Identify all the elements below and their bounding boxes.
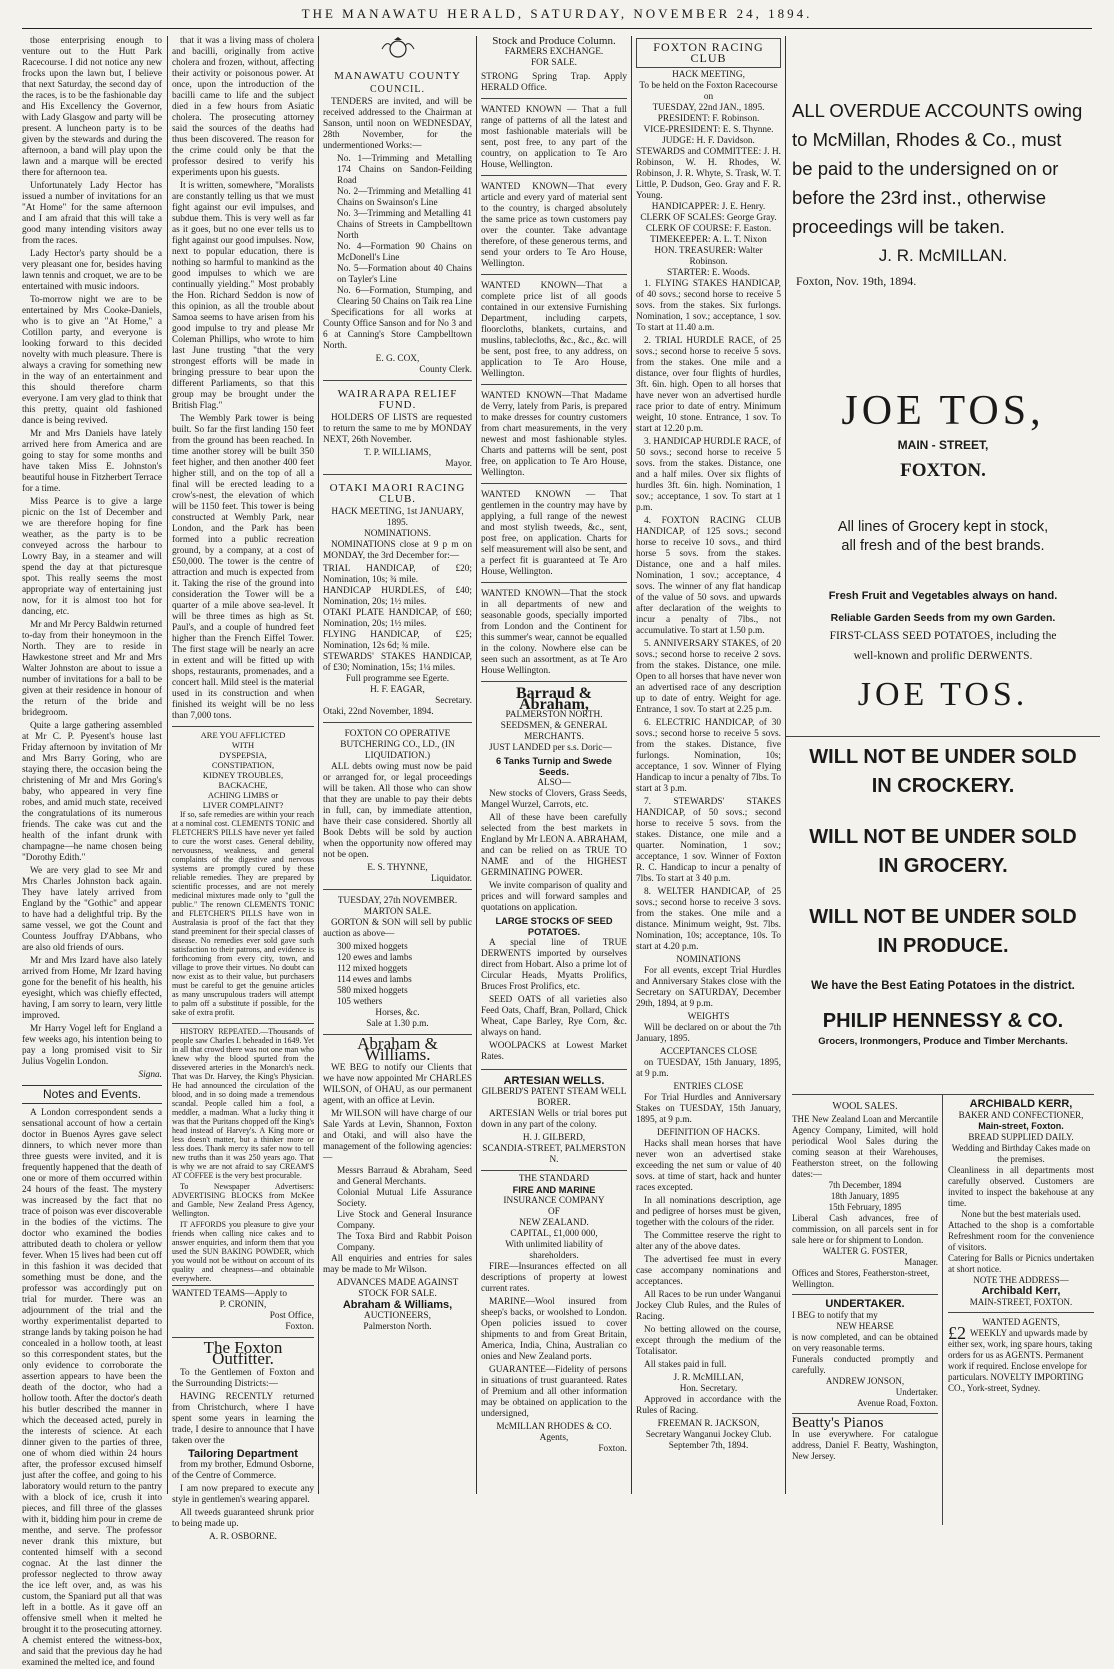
def-head: DEFINITION OF HACKS.: [656, 1128, 761, 1138]
marton-lot: 112 mixed hoggets: [337, 964, 408, 974]
racing-race: 1. FLYING STAKES HANDICAP, of 40 sovs.; second horse to receive 5 sovs. from the stakes. Six furlongs. Nomination, 1 sov.; acceptance, 1 sov. To start at 11.40 a.m.: [636, 279, 781, 333]
undertaker-title: UNDERTAKER.: [825, 1298, 905, 1310]
overdue-line: to McMillan, Rhodes & Co., must: [792, 129, 1062, 150]
coop-ad: [323, 726, 472, 890]
insurance-role: Agents,: [539, 1433, 569, 1443]
teams-name: P. CRONIN,: [219, 1300, 267, 1310]
agents-ad: [948, 1323, 1094, 1394]
potatoes-line: FIRST-CLASS SEED POTATOES, including the: [829, 630, 1057, 642]
crest-icon: [323, 36, 472, 66]
overdue-line: proceedings will be taken.: [792, 216, 1005, 237]
undertaker-hearse: NEW HEARSE: [836, 1321, 894, 1331]
notes-heading: Notes and Events.: [22, 1085, 162, 1104]
wanted-ad: WANTED KNOWN—That a complete price list of all goods contained in our extensive Furnishing Department, including carpets, floorcloths, blankets, curtains, and muslins, tablecloths, &c., &c., &c. will be sent, post free, to any address, on application to Te Aro House, Wellington.: [481, 278, 627, 385]
racing-officer: STEWARDS and COMMITTEE: J. H. Robinson, W. H. Rhodes, W. Robinson, J. R. Whyte, S. Trask, W. T. Little, P. Dudson, Geo. Gray and F. R. Young.: [636, 147, 781, 201]
divider: [786, 736, 1100, 737]
beatty-title: Beatty's Pianos: [792, 1415, 884, 1431]
wairarapa-title: WAIRARAPA RELIEF FUND.: [337, 388, 458, 411]
marton-lot: 105 wethers: [337, 997, 383, 1007]
otaki-prog: Full programme see Egerte.: [345, 674, 450, 684]
kerr-name: Archibald Kerr,: [981, 1285, 1061, 1297]
article-paragraph: The Wembly Park tower is being built. So far the first landing 150 feet from the ground has been reached. In time another storey will be built 350 feet higher, and then another 400 feet higher still, and on the top of all a final will be erected leading to a crow's-nest, the elevation of which will be 1150 feet. This tower is being constructed at Wembly Park, near London, and the Park has been formed into a public recreation ground, by a company, at a cost of £50,000. The tower is the centre of attraction and much is expected from it. Taking the rise of the ground into consideration the Tower will be a quarter of a mile above sea-level. It will be three times as high as St. Paul's, and a couple of hundred feet higher than the French Eiffel Tower. The first stage will be nearly an acre in extent and will be fitted up with shops, restaurants, promenades, and a concert hall. Mild steel is the material used in its construction and when finished its weight will be no less than 7,000 tons.: [172, 414, 314, 721]
coop-role: Liquidator.: [430, 874, 472, 884]
agents-body: WEEKLY and upwards made by either sex, work, ing spare hours, taking orders for us as AGENTS. Permanent work if required. Enclose envelope for particulars. NOVELTY IMPORTING CO., York-street, Sydney.: [948, 1328, 1093, 1393]
council-item: No. 1—Trimming and Metalling 174 Chains on Sandon-Feilding Road: [337, 154, 472, 186]
insurance-title: FIRE AND MARINE: [512, 1185, 596, 1195]
wairarapa-sig: T. P. WILLIAMS,: [363, 448, 432, 458]
wool-title: WOOL SALES.: [832, 1101, 898, 1112]
approved-date: September 7th, 1894.: [668, 1441, 749, 1451]
racing-officer: VICE-PRESIDENT: E. S. Thynne.: [643, 125, 774, 135]
wool-sig: WALTER G. FOSTER,: [822, 1246, 908, 1256]
outfitter-sig: A. R. OSBORNE.: [209, 1532, 277, 1542]
column-racing-club: [636, 36, 781, 1494]
council-item: No. 6—Formation, Stumping, and Clearing 50 Chains on Taik rea Line: [337, 286, 472, 307]
social-paragraph: Miss Pearce is to give a large picnic on the 1st of December and we are therefore hoping for fine weather, as the party is to be conveyed across the harbour to Lowry Bay, in a steamer and will spend the day at that picturesque spot. This really seems the most appropriate way of entertaining just now, for it is almost too hot for dancing, etc.: [22, 497, 162, 617]
outfitter-text: I am now prepared to execute any style in gentlemen's wearing apparel.: [172, 1484, 314, 1505]
kerr-note: NOTE THE ADDRESS—: [973, 1275, 1069, 1285]
column-social-notes: [22, 36, 162, 1668]
stock-heading: Stock and Produce Column.: [492, 35, 616, 47]
derwents-line: well-known and prolific DERWENTS.: [853, 650, 1033, 662]
ailment: DYSPEPSIA,: [219, 750, 267, 760]
wanted-ad: WANTED KNOWN — That gentlemen in the country may have by applying, a full range of the newest and most stylish tweeds, &c., sent, post free, on application. Charts for self measurement will also be sent, and a perfect fit is guaranteed at Te Aro House, Wellington.: [481, 487, 627, 583]
marton-lot: Horses, &c.: [375, 1008, 420, 1018]
abraham-body: Mr WILSON will have charge of our Sale Yards at Levin, Shannon, Foxton and Otaki, and will also have the management of the following agencies:—: [323, 1109, 472, 1163]
otaki-race: HANDICAP HURDLES, of £40; Nomination, 20s; 1½ miles.: [323, 586, 472, 607]
insurance-of: OF: [548, 1207, 560, 1217]
masthead: THE MANAWATU HERALD, SATURDAY, NOVEMBER 24, 1894.: [301, 6, 813, 21]
joe-title: JOE TOS,: [841, 388, 1045, 434]
barraud-body: All of these have been carefully selected from the best markets in England by Mr LEON A. ABRAHAM, and can be relied on as TRUE TO NAME and of the HIGHEST GERMINATING POWER.: [481, 813, 627, 878]
entries-text: For Trial Hurdles and Anniversary Stakes on TUESDAY, 15th January, 1895, at 9 p.m.: [636, 1093, 781, 1125]
council-item: No. 2—Trimming and Metalling 41 Chains on Swainson's Line: [337, 187, 472, 208]
approved-role: Secretary Wanganui Jockey Club.: [645, 1430, 772, 1440]
afflicted-ad: [172, 726, 314, 1024]
abraham-auct: AUCTIONEERS,: [364, 1311, 431, 1321]
column-divider: [785, 36, 786, 1494]
column-divider: [631, 36, 632, 1494]
afflicted-with: WITH: [231, 740, 255, 750]
racing-race: 3. HANDICAP HURDLE RACE, of 50 sovs.; second horse to receive 5 sovs. from the stakes. Distance, one and a half miles. Over six flights of hurdles 3ft. 6in. high. Nomination, 1 sov.; acceptance, 1 sov. To start at 1 p.m.: [636, 437, 781, 513]
undertaker-body: I BEG to notify that my: [792, 1310, 878, 1320]
column-articles: [172, 36, 314, 1542]
otaki-race: STEWARDS' STAKES HANDICAP, of £30; Nomination, 15s; 1¼ miles.: [323, 652, 472, 673]
racing-date: TUESDAY, 22nd JAN., 1895.: [652, 103, 765, 113]
racing-race: 2. TRIAL HURDLE RACE, of 25 sovs.; second horse to receive 5 sovs. from the stakes. One mile and a distance, over four flights of hurdles, 3ft. 6in. high. Open to all horses that have never won an advertised hurdle race prior to date of entry. Minimum weight, 10 stone. Entrance, 1 sov. To start at 12.20 p.m.: [636, 336, 781, 434]
artesian-sub: GILBERD'S PATENT STEAM WELL BORER.: [481, 1087, 627, 1108]
racing-rule: The Committee reserve the right to alter any of the above dates.: [636, 1231, 781, 1252]
council-body: TENDERS are invited, and will be received addressed to the Chairman at Sanson, until noon on WEDNESDAY, 28th November, for the undermentioned Works:—: [323, 97, 472, 151]
racing-officer: CLERK OF COURSE: F. Easton.: [645, 224, 772, 234]
best-potatoes: We have the Best Eating Potatoes in the district.: [811, 980, 1075, 992]
racing-race: 7. STEWARDS' STAKES HANDICAP, of 50 sovs.; second horse to receive 5 sovs. from the stakes. Distance, one mile and a quarter. Nomination, 1 sov.; acceptance, 1 sov. Winner of Foxton R. C. Handicap to incur a penalty of 7lbs. To start at 3 40 p.m.: [636, 797, 781, 884]
abraham-enq: All enquiries and entries for sales may be made to Mr Wilson.: [323, 1254, 472, 1275]
seeds-line: Reliable Garden Seeds from my own Garden.: [830, 612, 1056, 624]
racing-venue: To be held on the Foxton Racecourse on: [639, 81, 778, 102]
column-divider: [476, 36, 477, 1494]
council-sig: E. G. COX,: [375, 354, 420, 364]
barraud-body: SEED OATS of all varieties also Feed Oats, Chaff, Bran, Pollard, Chick Wheat, Cape Barley, Rye Corn, &c. always on hand.: [481, 995, 627, 1038]
barraud-potatoes: LARGE STOCKS OF SEED POTATOES.: [495, 916, 613, 937]
marton-lot: 300 mixed hoggets: [337, 942, 408, 952]
grocery-line: All lines of Grocery kept in stock,: [837, 519, 1049, 535]
undersold-line: WILL NOT BE UNDER SOLD: [809, 826, 1077, 848]
ad-divider: [942, 1095, 943, 1525]
insurance-pre: THE STANDARD: [518, 1174, 590, 1184]
ailment: CONSTIPATION,: [211, 760, 275, 770]
council-title: MANAWATU COUNTY: [334, 70, 461, 82]
accept-head: ACCEPTANCES CLOSE: [659, 1047, 758, 1057]
racing-race: 8. WELTER HANDICAP, of 25 sovs.; second horse to receive 3 sovs. from the stakes. One mile and a distance. Minimum weight, 9st. 7lbs. Nomination, 10s; acceptance, 10s. To start at 4.20 p.m.: [636, 887, 781, 952]
social-paragraph: Lady Hector's party should be a very pleasant one for, besides having lawn tennis and croquet, we are to be entertained with music indoors.: [22, 249, 162, 292]
racing-sig: J. R. McMILLAN,: [673, 1373, 744, 1383]
insurance-text: FIRE—Insurances effected on all descriptions of property at lowest current rates.: [481, 1262, 627, 1294]
hennessy-title: PHILIP HENNESSY & CO.: [822, 1010, 1064, 1032]
teams-ad: [172, 1285, 314, 1338]
racing-officer: HON. TREASURER: Walter Robinson.: [654, 246, 763, 267]
council-ad: [323, 66, 472, 381]
otaki-role: Secretary.: [435, 696, 472, 706]
abraham-firm: Abraham & Williams,: [342, 1299, 453, 1311]
outfitter-text: All tweeds guaranteed shrunk prior to being made up.: [172, 1508, 314, 1529]
racing-rule: In all nominations description, age and pedigree of horses must be given, together with the colours of the rider.: [636, 1196, 781, 1228]
nominations-head: NOMINATIONS: [676, 955, 741, 965]
social-paragraph: Mr and Mr Percy Baldwin returned to-day from their honeymoon in the North. They are to reside in Hawkestone street and Mr and Mrs Walter Johnston are about to issue a number of invitations for a ball to be given at their residence in honour of the return of the bride and bridegroom.: [22, 620, 162, 718]
marton-lot: 114 ewes and lambs: [337, 975, 412, 985]
insurance-ad: [481, 1174, 627, 1455]
racing-rule: No betting allowed on the course, except through the medium of the Totalisator.: [636, 1325, 781, 1357]
barraud-ad: [481, 685, 627, 1070]
undersold-line: WILL NOT BE UNDER SOLD: [809, 906, 1077, 928]
otaki-title: OTAKI MAORI RACING CLUB.: [329, 482, 466, 505]
baking-powder-notice: IT AFFORDS you pleasure to give your friends when calling nice cakes and to answer enquiries, and inform them that you used the SUN BAKING POWDER, which you would not be without on account of its quality and cheapness—and obtainable everywhere.: [172, 1220, 314, 1283]
undertaker-body3: Funerals conducted promptly and carefully.: [792, 1354, 938, 1375]
marton-body: GORTON & SON will sell by public auction as above—: [323, 918, 472, 939]
barraud-trade: SEEDSMEN, & GENERAL MERCHANTS.: [500, 721, 608, 742]
overdue-date: Foxton, Nov. 19th, 1894.: [796, 274, 917, 288]
kerr-body5: Catering for Balls or Picnics undertaken at short notice.: [948, 1253, 1094, 1274]
teams-addr: Post Office,: [269, 1311, 314, 1321]
racing-rule: The advertised fee must in every case accompany nominations and acceptances.: [636, 1255, 781, 1287]
outfitter-dept: Tailoring Department: [188, 1448, 298, 1460]
artesian-ad: [481, 1073, 627, 1171]
abraham-title: Abraham & Williams.: [357, 1034, 438, 1064]
social-paragraph: Quite a large gathering assembled at Mr C. P. Pyesent's house last Friday afternoon by invitation of Mr and Mrs Barry Goring, who are staying there, the occasion being the christening of Mr and Mrs Goring's baby, who appeared in very fine robes, and amid much state, received the congratulations of its numerous friends. The cake was cut and the health of the infant drunk with champagne—he name chosen being "Dorothy Edith.": [22, 721, 162, 863]
accept-text: on TUESDAY, 15th January, 1895, at 9 p.m.: [636, 1058, 781, 1079]
council-item: No. 3—Trimming and Metalling 41 Chains of Streets in Campbelltown North: [337, 209, 472, 241]
outfitter-text: from my brother, Edmund Osborne, of the Centre of Commerce.: [172, 1460, 314, 1481]
column-advertisements: [792, 36, 1094, 1494]
column-divider: [167, 36, 168, 1494]
barraud-tanks: 6 Tanks Turnip and Swede Seeds.: [496, 756, 612, 777]
abraham-agency: Messrs Barraud & Abraham, Seed and General Merchants.: [337, 1166, 472, 1187]
wairarapa-body: HOLDERS OF LISTS are requested to return the same to me by MONDAY NEXT, 26th November.: [323, 413, 472, 445]
weights-text: Will be declared on or about the 7th January, 1895.: [636, 1023, 781, 1044]
racing-role: Hon. Secretary.: [679, 1384, 738, 1394]
artesian-title: ARTESIAN WELLS.: [503, 1075, 605, 1087]
insurance-liab: With unlimited liability of shareholders.: [505, 1240, 603, 1261]
marton-title: MARTON SALE.: [363, 907, 432, 917]
outfitter-title: The Foxton Outfitter.: [203, 1338, 283, 1368]
barraud-body: WOOLPACKS at Lowest Market Rates.: [481, 1041, 627, 1062]
wool-body: THE New Zealand Loan and Mercantile Agency Company, Limited, will hold periodical Wool Sales during the coming season at their Warehouses, Featherston street, on the following dates:—: [792, 1114, 938, 1179]
council-spec: Specifications for all works at County Office Sanson and for No 3 and 6 at Canning's Store Campbelltown North.: [323, 308, 472, 351]
column-stock-produce: [481, 36, 627, 1494]
nominations-text: For all events, except Trial Hurdles and Anniversary Stakes close with the Secretary on SATURDAY, December 29th, 1894, at 9 p.m.: [636, 966, 781, 1009]
approved-sig: FREEMAN R. JACKSON,: [657, 1419, 760, 1429]
insurance-capital: CAPITAL, £1,000 000,: [510, 1229, 598, 1239]
joe-tos-ad: [792, 388, 1094, 1047]
social-paragraph: Unfortunately Lady Hector has issued a number of invitations for an "At Home" for the same afternoon and I am afraid that this will take a good many intending visitors away from the races.: [22, 181, 162, 246]
otaki-race: FLYING HANDICAP, of £25; Nomination, 12s 6d; ¾ mile.: [323, 630, 472, 651]
overdue-line: ALL OVERDUE ACCOUNTS owing: [792, 100, 1083, 121]
joe-town: FOXTON.: [900, 460, 986, 481]
wairarapa-role: Mayor.: [445, 459, 472, 469]
insurance-nz: NEW ZEALAND.: [519, 1218, 589, 1228]
kerr-addr: Main-street, Foxton.: [978, 1121, 1064, 1131]
teams-addr: Foxton.: [285, 1322, 314, 1332]
otaki-date: Otaki, 22nd November, 1894.: [323, 707, 434, 717]
otaki-body: NOMINATIONS close at 9 p m on MONDAY, the 3rd December for:—: [323, 540, 472, 561]
grocery-line: all fresh and of the best brands.: [841, 538, 1045, 554]
agents-amount: £2: [948, 1323, 966, 1343]
ailment: LIVER COMPLAINT?: [202, 800, 284, 810]
racing-race: 4. FOXTON RACING CLUB HANDICAP, of 125 sovs.; second horse to receive 10 sovs., and third horse 5 sovs. from the stakes. Distance, one and a half miles. Nomination, 1 sov.; acceptance, 4 sovs. The winner of any flat handicap of the value of 50 sovs. and upwards after declaration of the weights to incur a penalty of 7lbs., not accumulative. To start at 1.50 p.m.: [636, 516, 781, 636]
insurance-text: GUARANTEE—Fidelity of persons in situations of trust guaranteed. Rates of Premium and all other information may be obtained on application to the undersigned,: [481, 1365, 627, 1419]
artesian-body: ARTESIAN Wells or trial bores put down in any part of the colony.: [481, 1109, 627, 1130]
fruit-line: Fresh Fruit and Vegetables always on hand.: [828, 590, 1058, 602]
barraud-landed: JUST LANDED per s.s. Doric—: [489, 743, 612, 753]
agents-title: WANTED AGENTS,: [982, 1317, 1060, 1327]
column-divider: [318, 36, 319, 1494]
ailment: KIDNEY TROUBLES,: [202, 770, 284, 780]
social-paragraph: Mr and Mrs Izard have also lately arrived from Home, Mr Izard having gone for the benefit of his health, his eyesight, which was chiefly effected, having, I am sorry to learn, very little improved.: [22, 956, 162, 1021]
overdue-line: before the 23rd inst., otherwise: [792, 187, 1047, 208]
agents-notice: To Newspaper Advertisers: ADVERTISING BLOCKS from McKee and Gamble, New Zealand Press Agency, Wellington.: [172, 1182, 314, 1218]
wanted-ad: WANTED KNOWN—That Madame de Verry, lately from Paris, is prepared to make dresses for country customers from chart measurements, in the very newest and most fashionable styles. Charts and patterns will be sent, post free, on application to Te Aro House, Wellington.: [481, 388, 627, 484]
wool-body2: Liberal Cash advances, free of commission, on all parcels sent in for sale here or for shipment to London.: [792, 1213, 938, 1245]
abraham-body: WE BEG to notify our Clients that we have now appointed Mr CHARLES WILSON, of OHAU, as our permanent agent, with an office at Levin.: [323, 1063, 472, 1106]
crest-icon-svg: [379, 36, 417, 62]
social-paragraph: Mr and Mrs Daniels have lately arrived here from America and are going to stay for some months and have taken Miss E. Johnston's beautiful house in Fitzherbert Terrace for a time.: [22, 429, 162, 494]
otaki-sig: H. F. EAGAR,: [370, 685, 425, 695]
beatty-body: In use everywhere. For catalogue address, Daniel F. Beatty, Washington, New Jersey.: [792, 1429, 938, 1461]
wool-role: Manager.: [904, 1257, 938, 1267]
abraham-agency: Live Stock and General Insurance Company.: [337, 1210, 472, 1231]
otaki-race: OTAKI PLATE HANDICAP, of £60; Nomination, 20s; 1½ miles.: [323, 608, 472, 629]
racing-meeting: HACK MEETING,: [672, 70, 745, 80]
wanted-ad: WANTED KNOWN — That a full range of patterns of all the latest and most fashionable materials will be sent, post free, to any part of the country, on application to Te Aro House, Wellington.: [481, 102, 627, 176]
undersold-line: IN PRODUCE.: [877, 935, 1009, 957]
racing-race: 6. ELECTRIC HANDICAP, of 30 sovs.; second horse to receive 5 sovs. from the stakes. Distance, five furlongs. Nomination, 10s; acceptance, 1 sov. Winner of Flying Handicap to incur a penalty of 7lbs. To start at 3 p.m.: [636, 718, 781, 794]
artesian-sig: H. J. GILBERD,: [522, 1133, 586, 1143]
ailment: ACHING LIMBS or: [207, 790, 279, 800]
marton-lot: 580 mixed hoggets: [337, 986, 408, 996]
article-paragraph: that it was a living mass of cholera and bacilli, originally from active cholera and frozen, without, affecting their activity or poisonous power. At once, upon the introduction of the bacilli came to life and the subject died in a few hours from Asiatic cholera. The prosecuting attorney said the sources of the deaths had thus been discovered. The reason for the crime could only be that the professor desired to verify his experiments upon his guests.: [172, 36, 314, 178]
racing-officer: CLERK OF SCALES: George Gray.: [640, 213, 777, 223]
council-sub: COUNCIL.: [370, 84, 425, 95]
undertaker-role: Undertaker.: [895, 1387, 938, 1397]
barraud-also: ALSO—: [537, 778, 571, 788]
barraud-body: We invite comparison of quality and prices and will forward samples and quotations on application.: [481, 881, 627, 913]
council-role: County Clerk.: [419, 365, 472, 375]
otaki-meeting: HACK MEETING, 1st JANUARY, 1895.: [331, 507, 464, 528]
racing-officer: TIMEKEEPER: A. L. T. Nixon: [650, 235, 767, 245]
approved-text: Approved in accordance with the Rules of Racing.: [636, 1395, 781, 1416]
artesian-addr: SCANDIA-STREET, PALMERSTON N.: [482, 1144, 626, 1165]
barraud-title: Barraud & Abraham,: [516, 685, 592, 713]
insurance-text: MARINE—Wool insured from sheep's backs, or woolshed to London. Open policies issued to cover shipments to and from Great Britain, America, India, China, Australian co onies and New Zealand ports.: [481, 1297, 627, 1362]
column-notices: [323, 36, 472, 1494]
article-paragraph: It is written, somewhere, "Moralists are constantly telling us that we must fight against our evil impulses, and subdue them. This is very well as far as it goes, but no one ever tells us to fight against our good impulses. Now, next to popular education, there is nothing so harmful to mankind as the good impulses to which we are continually yielding." Most probably the Hon. Richard Seddon is now of this opinion, as all the trouble about Samoa seems to have arisen from his good impulse to try and please Mr Coleman Phillips, who wrote to him last June trusting "that the very strongest efforts will be made in bringing pressure to bear upon the different Parliaments, so that this group may be brought under the British Flag.": [172, 181, 314, 411]
marton-time: Sale at 1.30 p.m.: [366, 1019, 429, 1029]
masthead-rule: [22, 28, 1092, 29]
overdue-ad: [792, 96, 1094, 289]
entries-head: ENTRIES CLOSE: [673, 1082, 744, 1092]
outfitter-ad: [172, 1338, 314, 1543]
undersold-line: IN GROCERY.: [878, 855, 1008, 877]
otaki-ad: [323, 478, 472, 723]
undertaker-addr: Avenue Road, Foxton.: [857, 1398, 938, 1408]
joe-street: MAIN - STREET,: [897, 438, 989, 452]
kerr-body: Wedding and Birthday Cakes made on the premises.: [951, 1143, 1091, 1164]
barraud-body: New stocks of Clovers, Grass Seeds, Mangel Wurzel, Carrots, etc.: [481, 789, 627, 810]
otaki-nom: NOMINATIONS.: [364, 529, 431, 539]
coop-body: ALL debts owing must now be paid or arranged for, or legal proceedings will be taken. All those who can show that they are unable to pay their debts in full, can, by immediate attention, have their case considered. Shortly all Book Debts will be sold by auction when the opportunity now offered may not be open.: [323, 762, 472, 860]
exchange-heading: FARMERS EXCHANGE.: [504, 47, 604, 57]
abraham-ad: [323, 1034, 472, 1333]
social-paragraph: We are very glad to see Mr and Mrs Charles Johnston back again. They have lately arrived from England by the "Gothic" and appear to have had a delightful trip. By the same vessel, we got the Count and Countess Jouffray D'Abbans, who are also old friends of ours.: [22, 866, 162, 953]
social-paragraph: those enterprising enough to venture out to the Hutt Park Racecourse. I did not notice any new frocks upon the lawn but, I believe that next Saturday, the second day of the races, is to be the fashionable day and His Excellency the Governor, with Lady Glasgow and party will be present. A luncheon party is to be given by the stewards and during the afternoon, a band will play upon the lawn and a marque will be erected there for afternoon tea.: [22, 36, 162, 178]
undersold-line: IN CROCKERY.: [871, 775, 1015, 797]
hennessy-trade: Grocers, Ironmongers, Produce and Timber Merchants.: [818, 1036, 1068, 1047]
wool-date: 15th February, 1895: [828, 1202, 902, 1212]
wool-addr: Offices and Stores, Featherston-street, Wellington.: [792, 1268, 930, 1289]
racing-officer: STARTER: E. Woods.: [666, 268, 750, 278]
undertaker-sig: ANDREW JONSON,: [825, 1376, 905, 1386]
signature: Signa.: [138, 1070, 162, 1080]
afflicted-heading: ARE YOU AFFLICTED: [200, 730, 286, 740]
racing-officer: HANDICAPPER: J. E. Henry.: [651, 202, 766, 212]
overdue-line: be paid to the undersigned on or: [792, 158, 1059, 179]
outfitter-text: To the Gentlemen of Foxton and the Surrounding Districts:—: [172, 1368, 314, 1389]
weights-head: WEIGHTS: [687, 1012, 730, 1022]
kerr-trade: BAKER AND CONFECTIONER,: [958, 1110, 1084, 1120]
undersold-line: WILL NOT BE UNDER SOLD: [809, 746, 1077, 768]
wool-date: 18th January, 1895: [830, 1191, 900, 1201]
notes-paragraph: A London correspondent sends a sensational account of how a certain doctor in Buenos Ayres gave select dinners, to which never more than three guests were invited, and it is frequently happened that the death of one or more of them occurred within 24 hours of the feast. The mystery was increased by the fact that no trace of poison was ever discoverable in the bodies of the victims. The doctor who examined the bodies attributed death to cholera or yellow fever. When 15 lives had been cut off in this fashion it was decided that something must be done, and the professor was accordingly put on trial for murder. There was an adjournment of the trial and the worthy experimentalist departed to strange lands by taking poison he had concealed in a hollow tooth, at least so this correspondent states, but the only evidence to corroborate the assertion appears to have been the death of the doctor, who had a hollow tooth. After the doctor's death his butler described the manner in which the deceased acted, purely in the interests of science. At each dinner given to the parties of three, one of whom died within 24 hours after, the professor excused himself just after the coffee, and going to his laboratory would return to the pantry with a block of ice, crush it into pieces, and fill three of the glasses with it, bidding him pour in creme de menthe, and serve. The professor never drank this mixture, but contented himself with a second cognac. At the last dinner the professor neglected to throw away the ice left over, and, as was his custom, the Spaniard put all that was left in a bottle. As it gave off an offensive smell when it melted he brought it to the prosecuting attorney. A chemist entered the witness-box, and said that the previous day he had examined the melted ice, and found: [22, 1108, 162, 1668]
abraham-adv: ADVANCES MADE AGAINST STOCK FOR SALE.: [336, 1278, 459, 1299]
coop-sig: E. S. THYNNE,: [367, 863, 428, 873]
abraham-agency: Colonial Mutual Life Assurance Society.: [337, 1188, 472, 1209]
racing-rule: All stakes paid in full.: [644, 1360, 727, 1370]
council-item: No. 4—Formation 90 Chains on McDonell's Line: [337, 242, 472, 263]
kerr-bread: BREAD SUPPLIED DAILY.: [968, 1132, 1074, 1142]
council-item: No. 5—Formation about 40 Chains on Tayler's Line: [337, 264, 472, 285]
racing-officer: JUDGE: H. F. Davidson.: [662, 136, 755, 146]
right-ads: [948, 1099, 1094, 1394]
forsale-heading: FOR SALE.: [531, 58, 577, 68]
undertaker-body2: is now completed, and can be obtained on very reasonable terms.: [792, 1332, 938, 1353]
trap-ad: STRONG Spring Trap. Apply HERALD Office.: [481, 69, 627, 99]
teams-text: WANTED TEAMS—Apply to: [172, 1289, 288, 1299]
marton-ad: [323, 893, 472, 1035]
social-paragraph: To-morrow night we are to be entertained by Mrs Cooke-Daniels, who is to give an "At Home," a Cotillon party, and everyone is looking forward to this decided novelty with much pleasure. There is always a craving for something new in the way of an entertainment and this should therefore charm everyone. I am very glad to think that this pretty, quaint old fashioned dance is being revived.: [22, 295, 162, 426]
wool-date: 7th December, 1894: [828, 1180, 902, 1190]
abraham-place: Palmerston North.: [363, 1322, 432, 1332]
insurance-sig: McMILLAN RHODES & CO.: [496, 1422, 612, 1432]
ailment: BACKACHE,: [218, 780, 268, 790]
coop-title: FOXTON CO OPERATIVE BUTCHERING CO., LD., (IN LIQUIDATION.): [340, 729, 455, 761]
bottom-ads: [792, 1094, 1094, 1461]
history-paragraph: HISTORY REPEATED.—Thousands of people saw Charles I. beheaded in 1649. Yet in all that crowd there was not one man who knew why the blood spurted from the dissevered arteries in the Monarch's neck. That was Dr. Harvey, the King's Physician. He had announced the circulation of the blood, and in so doing made a tremendous scandal. People called him a fool, a meddler, a madman. What a lucky thing it was that the Puritans chopped off the King's head instead of Harvey's. A King more or less doesn't matter, but a thinker more or less does. Thank mercy its safer now to tell new truths than it was 250 years ago. That is why we are not afraid to say CREAM'S AT COFFEE is the very best procurable.: [172, 1027, 314, 1180]
racing-race: 5. ANNIVERSARY STAKES, of 20 sovs.; second horse to receive 2 sovs. from the stakes. Distance, one mile. Open to all horses that have never won an advertised race of any description up to date of entry. Weight for age. Entrance, 1 sov. To start at 2.25 p.m.: [636, 639, 781, 715]
insurance-place: Foxton.: [598, 1444, 627, 1454]
left-ads: [792, 1099, 938, 1462]
social-paragraph: Mr Harry Vogel left for England a few weeks ago, his intention being to pay a long promised visit to Sir Julius Vogelin London.: [22, 1024, 162, 1067]
kerr-street: MAIN-STREET, FOXTON.: [969, 1297, 1073, 1307]
racing-officer: PRESIDENT: F. Robinson.: [657, 114, 760, 124]
racing-title: FOXTON RACING CLUB: [636, 38, 781, 68]
marton-lot: 120 ewes and lambs: [337, 953, 413, 963]
insurance-sub: INSURANCE COMPANY: [503, 1196, 605, 1206]
barraud-body: A special line of TRUE DERWENTS imported by ourselves direct from Hobart. Also a prime lot of Circular Heads, Myatts Prolifics, Bruces Frost Prolifics, etc.: [481, 938, 627, 992]
afflicted-body: If so, safe remedies are within your reach at a nominal cost. CLEMENTS TONIC and FLETCHER'S PILLS have never yet failed to cure the worst cases. General debility, nervousness, weakness, and general complaints of the digestive and nervous systems are promptly cured by these reliable remedies. They are prepared by scientific processes, and are not merely medicinal mixtures made only to "gull the public." The renown CLEMENTS TONIC and FLETCHER'S PILLS have won in Australasia is proof of the fact that they stand preeminent for their special classes of disease. No remedies ever sold gave such satisfaction to their patrons, and evidence is forthcoming from every city, town, and village to prove their virtues. No doubt can now exist as to their value, but purchasers must be careful to get the genuine articles as many unscrupulous traders will attempt to palm off a substitute if possible, for the sake of extra profit.: [172, 810, 314, 1017]
wanted-ad: WANTED KNOWN—That every article and every yard of material sent to the country, is charged absolutely the same price as town customers pay over the counter. Take advantage therefore, of these generous terms, and send your orders to Te Aro House, Wellington.: [481, 179, 627, 275]
kerr-title: ARCHIBALD KERR,: [969, 1098, 1073, 1110]
def-text: Hacks shall mean horses that have never won an advertised stake exceeding the net sum or value of 40 sovs. at time of start, hack and hunter races excepted.: [636, 1139, 781, 1193]
wairarapa-ad: [323, 384, 472, 475]
outfitter-text: HAVING RECENTLY returned from Christchurch, where I have spent some years in learning the trade, I desire to announce that I have taken over the: [172, 1392, 314, 1446]
kerr-body3: None but the best materials used.: [961, 1209, 1081, 1219]
marton-date: TUESDAY, 27th NOVEMBER.: [337, 896, 458, 906]
joe-title-2: JOE TOS.: [857, 676, 1029, 713]
overdue-sig: J. R. McMILLAN.: [878, 246, 1008, 265]
otaki-race: TRIAL HANDICAP, of £20; Nomination, 10s; ¾ mile.: [323, 564, 472, 585]
abraham-agency: The Toxa Bird and Rabbit Poison Company.: [337, 1232, 472, 1253]
wanted-ad: WANTED KNOWN—That the stock in all departments of new and seasonable goods, specially imported from London and the Continent for this summer's wear, cannot be equalled in the colony. Nowhere else can be seen such an assortment, as at Te Aro House Wellington.: [481, 586, 627, 682]
racing-rule: All Races to be run under Wanganui Jockey Club Rules, and the Rules of Racing.: [636, 1290, 781, 1322]
kerr-body4: Attached to the shop is a comfortable Refreshment room for the convenience of visitors.: [948, 1220, 1094, 1252]
barraud-place: PALMERSTON NORTH.: [505, 710, 603, 720]
kerr-body2: Cleanliness in all departments most carefully observed. Customers are invited to inspect the bakehouse at any time.: [948, 1165, 1094, 1208]
